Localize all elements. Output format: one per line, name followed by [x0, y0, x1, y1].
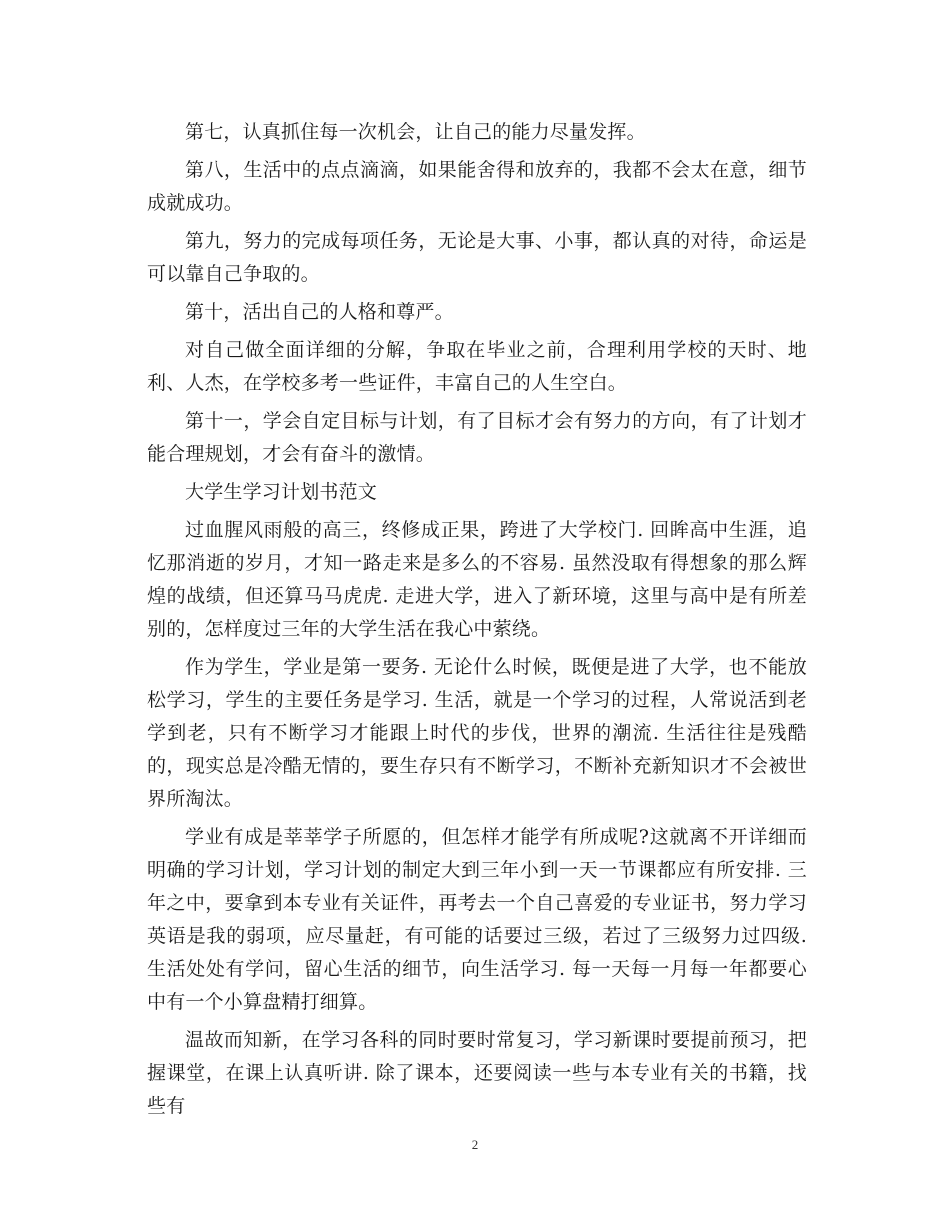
paragraph-7: 第七，认真抓住每一次机会，让自己的能力尽量发挥。 — [185, 121, 646, 143]
paragraph-8: 第八，生活中的点点滴滴，如果能舍得和放弃的，我都不会太在意，细节成就成功。 — [147, 159, 807, 214]
paragraph-11: 第十一，学会自定目标与计划，有了目标才会有努力的方向，有了计划才能合理规划，才会有奋斗的激情。 — [147, 410, 807, 465]
paragraph-10: 第十，活出自己的人格和尊严。 — [185, 301, 454, 323]
paragraph-analysis: 对自己做全面详细的分解，争取在毕业之前，合理利用学校的天时、地利、人杰，在学校多考一些证件，丰富自己的人生空白。 — [147, 339, 807, 394]
paragraph-review: 温故而知新，在学习各科的同时要时常复习，学习新课时要提前预习，把握课堂，在课上认真听讲. 除了课本，还要阅读一些与本专业有关的书籍，找些有 — [147, 1029, 807, 1117]
paragraph-intro: 过血腥风雨般的高三，终修成正果，跨进了大学校门. 回眸高中生涯，追忆那消逝的岁月，才知一路走来是多么的不容易. 虽然没取有得想象的那么辉煌的战绩，但还算马马虎虎. 走进大学，进入了新环境，这里与高中是有所差别的，怎样度过三年的大学生活在我心中萦绕。 — [147, 519, 807, 640]
paragraph-study-plan: 学业有成是莘莘学子所愿的，但怎样才能学有所成呢?这就离不开详细而明确的学习计划，学习计划的制定大到三年小到一天一节课都应有所安排. 三年之中，要拿到本专业有关证件，再考去一个自己喜爱的专业证书，努力学习英语是我的弱项，应尽量赶，有可能的话要过三级，若过了三级努力过四级. 生活处处有学问，留心生活的细节，向生活学习. 每一天每一月每一年都要心中有一个小算盘精打细算。 — [147, 826, 807, 1013]
page-number: 2 — [471, 1137, 479, 1152]
paragraph-student-duty: 作为学生，学业是第一要务. 无论什么时候，既便是进了大学，也不能放松学习，学生的主要任务是学习. 生活，就是一个学习的过程，人常说活到老学到老，只有不断学习才能跟上时代的步伐，世界的潮流. 生活往往是残酷的，现实总是冷酷无情的，要生存只有不断学习，不断补充新知识才不会被世界所淘汰。 — [147, 656, 807, 810]
paragraph-9: 第九，努力的完成每项任务，无论是大事、小事，都认真的对待，命运是可以靠自己争取的。 — [147, 230, 807, 285]
document-body — [147, 116, 807, 1128]
section-heading: 大学生学习计划书范文 — [185, 481, 378, 503]
